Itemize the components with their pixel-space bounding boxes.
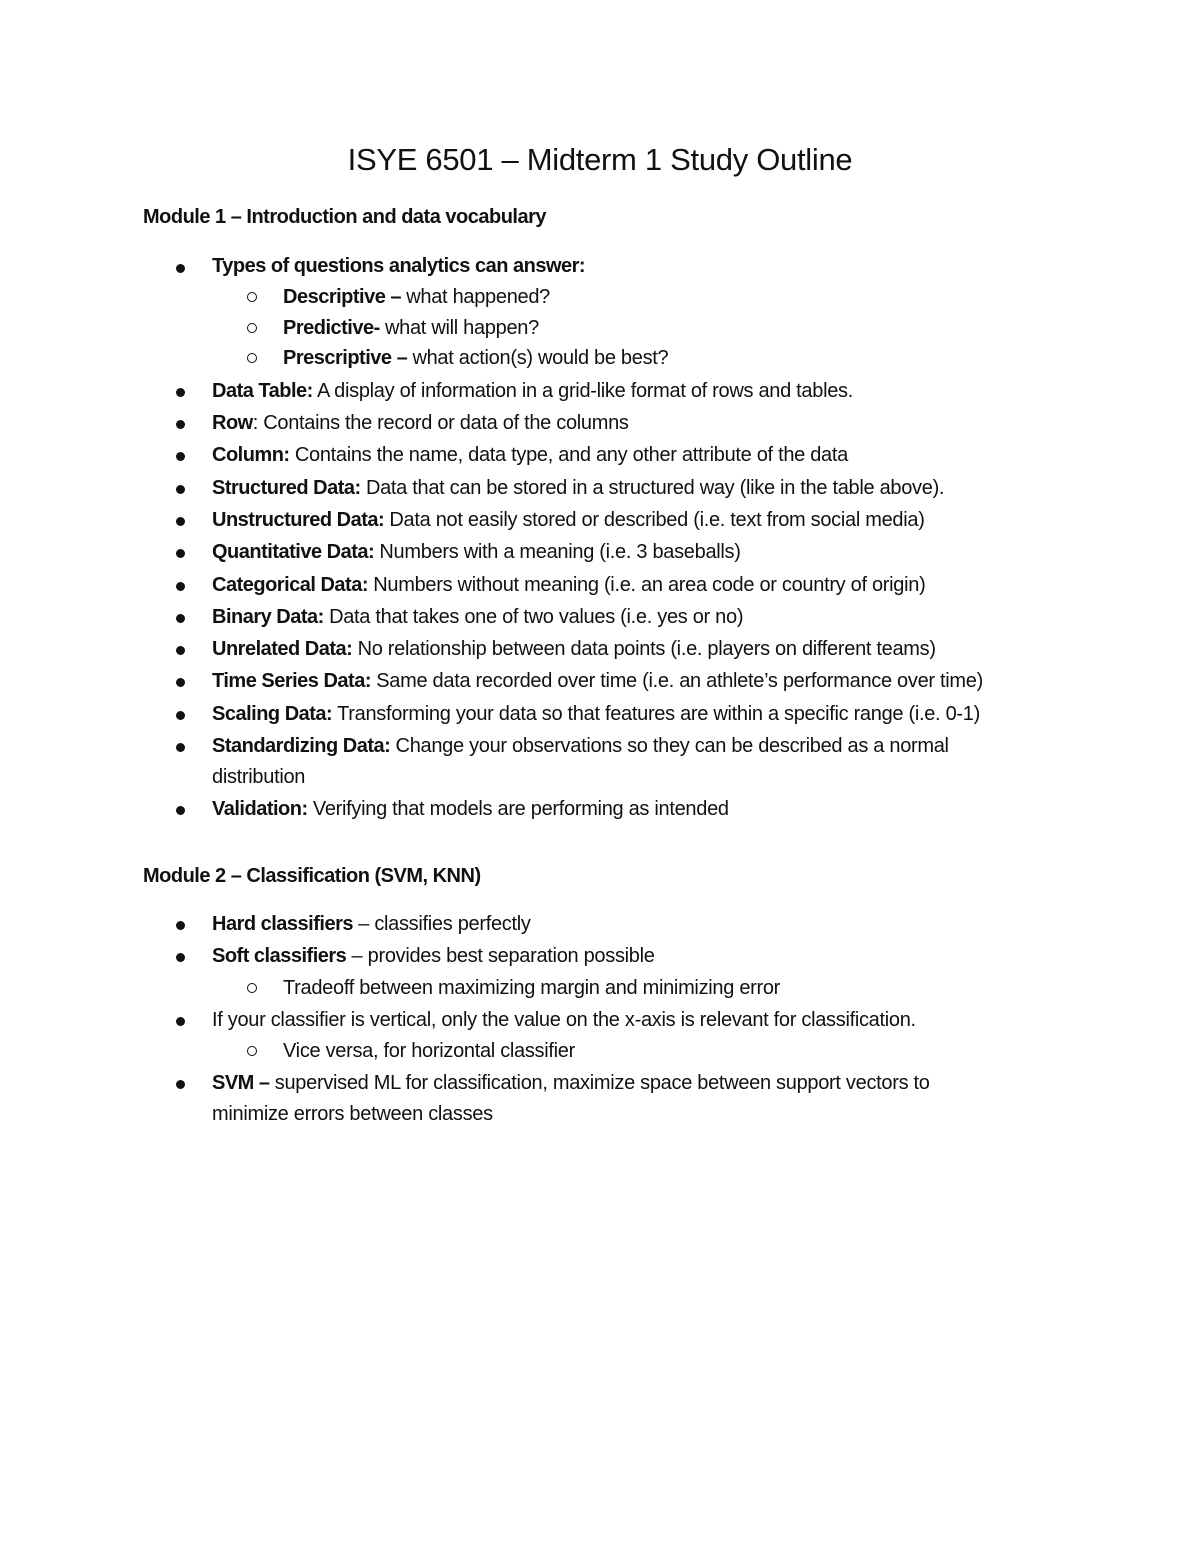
bullet-dot [176, 452, 185, 461]
term-description: Same data recorded over time (i.e. an athlete’s performance over time) [371, 670, 983, 692]
term-description: Numbers without meaning (i.e. an area code or country of origin) [368, 574, 926, 596]
sub-bullet-circle [247, 353, 257, 363]
term-label: Prescriptive – [283, 347, 408, 369]
term-description: Verifying that models are performing as intended [307, 798, 729, 820]
sub-bullet-circle [247, 1046, 257, 1056]
list-item-vertical-classifier: If your classifier is vertical, only the value on the x-axis is relevant for classification. [212, 1009, 916, 1031]
term-label: Time Series Data: [212, 670, 371, 692]
document-title: ISYE 6501 – Midterm 1 Study Outline [347, 142, 853, 177]
term-label: SVM – [212, 1072, 270, 1094]
term-description: Data that takes one of two values (i.e. yes or no) [323, 606, 744, 628]
term-label: Predictive- [283, 317, 380, 339]
term-description: Data that can be stored in a structured way (like in the table above). [360, 477, 945, 499]
list-item-unrelated-data [212, 637, 936, 661]
sub-item-vice-versa: Vice versa, for horizontal classifier [283, 1040, 575, 1062]
bullet-dot [176, 264, 185, 273]
list-item-svm [212, 1071, 930, 1095]
list-item-structured-data [212, 476, 944, 500]
bullet-dot [176, 1080, 185, 1089]
bullet-dot [176, 582, 185, 591]
list-item-descriptive [283, 285, 550, 309]
term-label: Row [212, 412, 253, 434]
module-2-heading: Module 2 – Classification (SVM, KNN) [143, 865, 481, 887]
module-1-heading: Module 1 – Introduction and data vocabulary [143, 206, 547, 228]
term-description: what will happen? [379, 317, 539, 339]
term-label: Standardizing Data: [212, 735, 391, 757]
term-description: – provides best separation possible [346, 945, 655, 967]
term-label: Quantitative Data: [212, 541, 375, 563]
bullet-dot [176, 614, 185, 623]
term-label: Unstructured Data: [212, 509, 385, 531]
list-item-prescriptive [283, 346, 668, 370]
term-description: Data not easily stored or described (i.e. text from social media) [384, 509, 925, 531]
sub-bullet-circle [247, 323, 257, 333]
term-label: Structured Data: [212, 477, 361, 499]
term-label: Soft classifiers [212, 945, 347, 967]
term-label: Data Table: [212, 380, 313, 402]
term-description: A display of information in a grid-like format of rows and tables. [312, 380, 854, 402]
list-item-soft-classifiers [212, 944, 655, 968]
bullet-dot [176, 549, 185, 558]
list-item-time-series-data [212, 669, 983, 693]
term-label: Unrelated Data: [212, 638, 353, 660]
term-label: Validation: [212, 798, 308, 820]
list-item-binary-data [212, 605, 743, 629]
sub-bullet-circle [247, 983, 257, 993]
term-description: : Contains the record or data of the columns [252, 412, 629, 434]
term-label: Hard classifiers [212, 913, 353, 935]
term-description: what happened? [401, 286, 550, 308]
list-item-scaling-data [212, 702, 980, 726]
list-item-validation [212, 797, 729, 821]
term-label: Scaling Data: [212, 703, 333, 725]
term-label: Descriptive – [283, 286, 402, 308]
bullet-dot [176, 517, 185, 526]
bullet-dot [176, 485, 185, 494]
list-item-quantitative-data [212, 540, 741, 564]
list-item-hard-classifiers [212, 912, 531, 936]
bullet-dot [176, 646, 185, 655]
list-item-predictive [283, 316, 539, 340]
list-item-unstructured-data [212, 508, 925, 532]
term-description: Contains the name, data type, and any other attribute of the data [289, 444, 848, 466]
term-description: No relationship between data points (i.e. players on different teams) [352, 638, 936, 660]
bullet-dot [176, 921, 185, 930]
bullet-dot [176, 953, 185, 962]
term-description: – classifies perfectly [352, 913, 531, 935]
bullet-dot [176, 678, 185, 687]
sub-bullet-circle [247, 292, 257, 302]
list-item-row [212, 411, 629, 435]
list-item-data-table [212, 379, 853, 403]
list-item-categorical-data [212, 573, 925, 597]
term-description: Transforming your data so that features are within a specific range (i.e. 0-1) [332, 703, 980, 725]
bullet-dot [176, 388, 185, 397]
bullet-dot [176, 711, 185, 720]
list-item-column [212, 443, 848, 467]
bullet-dot [176, 420, 185, 429]
term-description: Change your observations so they can be described as a normal [390, 735, 949, 757]
list-item-standardizing-data [212, 734, 949, 758]
term-description: supervised ML for classification, maximize space between support vectors to [269, 1072, 930, 1094]
list-item-question-types: Types of questions analytics can answer: [212, 255, 586, 277]
term-description: what action(s) would be best? [407, 347, 669, 369]
term-description: Numbers with a meaning (i.e. 3 baseballs) [374, 541, 741, 563]
term-label: Column: [212, 444, 290, 466]
term-label: Binary Data: [212, 606, 324, 628]
bullet-dot [176, 806, 185, 815]
sub-item-tradeoff: Tradeoff between maximizing margin and minimizing error [283, 977, 781, 999]
list-item-continuation: distribution [212, 766, 306, 788]
bullet-dot [176, 743, 185, 752]
term-label: Categorical Data: [212, 574, 368, 596]
bullet-dot [176, 1017, 185, 1026]
list-item-continuation: minimize errors between classes [212, 1103, 493, 1125]
